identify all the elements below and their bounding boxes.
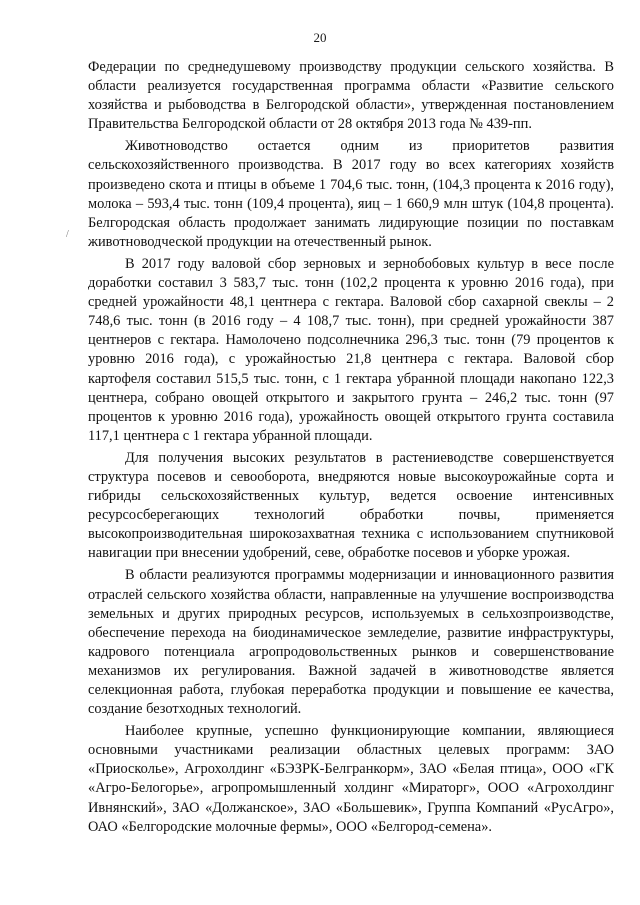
paragraph-harvest: В 2017 году валовой сбор зерновых и зернобобовых культур в весе после доработки составил 3 583,7 тыс. тонн (102,2 процента к уровню 2016 года), при средней урожайности 48,1 центнера с гектара. Валовой сбор сахарной свеклы – 2 748,6 тыс. тонн (в 2016 году – 4 108,7 тыс. тонн), при средней урожайности 387 центнеров с гектара. Намолочено подсолнечника 296,3 тыс. тонн (79 процентов к уровню 2016 года), с урожайностью 21,8 центнера с гектара. Валовой сбор картофеля составил 515,5 тыс. тонн, с 1 гектара убранной площади накопано 122,3 центнера, собрано овощей открытого и закрытого грунта – 246,2 тыс. тонн (97 процентов к уровню 2016 года), урожайность овощей открытого грунта составила 117,1 центнера с 1 гектара убранной площади. (88, 255, 614, 444)
document-body (88, 58, 614, 840)
paragraph-livestock: Животноводство остается одним из приоритетов развития сельскохозяйственного производства. В 2017 году во всех категориях хозяйств произведено скота и птицы в объеме 1 704,6 тыс. тонн, (104,3 процента к 2016 году), молока – 593,4 тыс. тонн (109,4 процента), яиц – 1 660,9 млн штук (104,8 процента). Белгородская область продолжает занимать лидирующие позиции по поставкам животноводческой продукции на отечественный рынок. (88, 138, 614, 250)
paragraph-federation: Федерации по среднедушевому производству продукции сельского хозяйства. В области реализуется государственная программа области «Развитие сельского хозяйства и рыбоводства в Белгородской области», утвержденная постановлением Правительства Белгородской области от 28 октября 2013 года № 439-пп. (88, 59, 614, 133)
page-number: 20 (313, 30, 327, 45)
margin-mark: / (66, 229, 69, 240)
paragraph-crop-technology: Для получения высоких результатов в растениеводстве совершенствуется структура посевов и севооборота, внедряются новые высокоурожайные сорта и гибриды сельскохозяйственных культур, ведется освоение интенсивных ресурсосберегающих технологий обработки почвы, применяется высокопроизводительная широкозахватная техника с использованием спутниковой навигации при внесении удобрений, севе, обработке посевов и уборке урожая. (88, 449, 614, 562)
paragraph-major-companies: Наиболее крупные, успешно функционирующие компании, являющиеся основными участниками реализации областных целевых программ: ЗАО «Приосколье», Агрохолдинг «БЭЗРК-Белгранкорм», ЗАО «Белая птица», ООО «ГК «Агро-Белогорье», агропромышленный холдинг «Мираторг», ООО «Агрохолдинг Ивнянский», ЗАО «Должанское», ЗАО «Большевик», Группа Компаний «РусАгро», ОАО «Белгородские молочные фермы», ООО «Белгород-семена». (88, 723, 614, 835)
paragraph-modernization: В области реализуются программы модернизации и инновационного развития отраслей сельского хозяйства области, направленные на улучшение воспроизводства земельных и других природных ресурсов, используемых в сельхозпроизводстве, обеспечение перехода на биодинамическое земледелие, развитие инфраструктуры, кадрового потенциала агропродовольственных рынков и совершенствование механизмов их регулирования. Важной задачей в животноводстве является селекционная работа, глубокая переработка продукции и повышение ее качества, создание безотходных технологий. (88, 567, 614, 718)
